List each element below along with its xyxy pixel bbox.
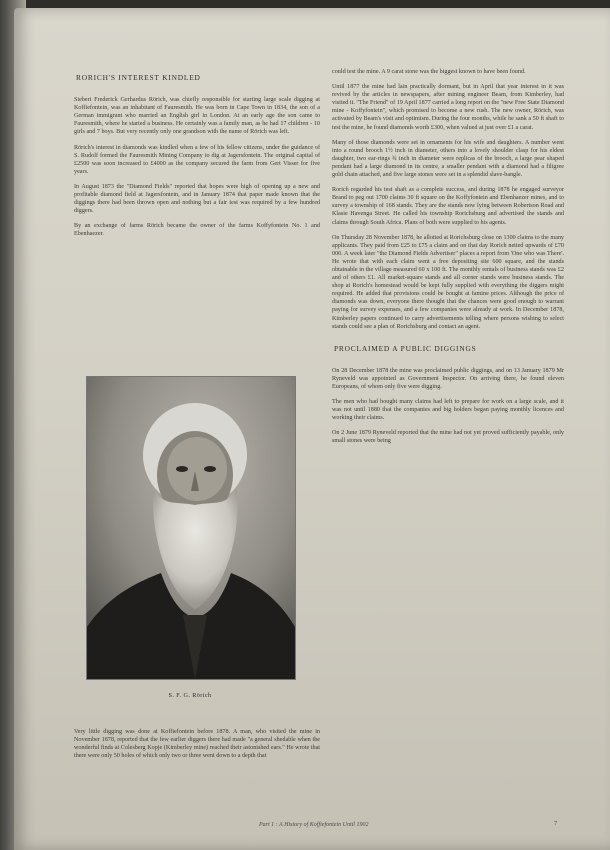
photo-caption: S. F. G. Rörich — [168, 692, 212, 699]
portrait-image — [87, 377, 295, 679]
paragraph: In August 1873 the "Diamond Fields" reported that hopes were high of opening up a new and profitable diamond field at Jagersfontein, and in January 1874 that paper made known that the diggings there had been thrown open and nothing but a fair test was required by a few hundred diggers. — [74, 183, 320, 215]
paragraph: Rorich regarded his test shaft as a complete success, and during 1878 he engaged surveyor Brand to peg out 1700 claims 30 ft square on the Koffyfontein and Ebenhaezer mines, and to survey a township of 168 stands. They are the stands now lying between Robertson Road and Klasie Havenga Street. He called his township Rorichsburg and advertised the stands and claims through South Africa. Plans of both were supplied to his agents. — [332, 187, 564, 226]
paragraph: By an exchange of farms Rörich became the owner of the farms Koffyfontein No. 1 and Ebenhaezer. — [74, 223, 320, 238]
right-column — [332, 68, 564, 453]
paragraph: Rörich's interest in diamonds was kindled when a few of his fellow citizens, under the guidance of S. Rudolf formed the Fauresmith Mining Company to dig at Jagersfontein. The original capital of £2500 was soon increased to £4000 as the company secured the farm from Gert Visser for five years. — [74, 144, 320, 175]
paragraph: could test the mine. A 9 carat stone was the biggest known to have been found. — [332, 69, 526, 75]
paragraph: Until 1877 the mine had lain practically dormant, but in April that year interest in it was revived by the articles in newspapers, after mining engineer Beam, from Kimberley, had visited it. "The Friend" of 19 April 1877 carried a long report on the "new Free State Diamond mine - Koffyfontein", which promised to become a new rush. The new owner, Rörich, was activated by Beam's visit and optimism. During the four months, while he sank a 50 ft shaft to test the mine, he found diamonds worth £300, when valued at just over £1 a carat. — [332, 84, 564, 131]
left-column — [74, 74, 320, 246]
section-heading-proclaimed: PROCLAIMED A PUBLIC DIGGINGS — [334, 343, 477, 353]
left-bottom-paragraph: Very little digging was done at Koffiefontein before 1878. A man, who visited the mine in November 1878, reported that the few earlier diggers there had made "a general shedable when the wonderful finds at Colesberg Kopje (Kimberley mine) reached their astonished ears." He wrote that there were only 50 holes of which only two or three went down to a depth that — [74, 729, 320, 760]
paragraph: On 28 December 1878 the mine was proclaimed public diggings, and on 13 January 1879 Mr Ryneveld was appointed as Government Inspector. On arriving there, he found eleven Europeans, of whom only five were digging. — [332, 367, 564, 390]
paragraph: Many of those diamonds were set in ornaments for his wife and daughters. A number went into a round brooch 1½ inch in diameter, others into a lovely shoulder clasp for his eldest daughter, two ear-rings ¾ inch in diameter were replicas of the brooch, a large pear shaped pendant had a large diamond in its centre, a smaller pendant with a diamond had a filigree gold chain attached, and five large stones were set in a splendid slave-bangle. — [332, 139, 564, 179]
paragraph: On 2 June 1879 Ryneveld reported that the mine had not yet proved sufficiently payable, only small stones were being — [332, 430, 564, 445]
paragraph: The men who had bought many claims had left to prepare for work on a large scale, and it was not until 1880 that the companies and big holders began paying monthly licences and working their claims. — [332, 399, 564, 422]
book-page — [14, 8, 610, 850]
portrait-photo — [86, 376, 296, 680]
paragraph: On Thursday 28 November 1878, he allotted at Rorichsburg close on 1300 claims to the many applicants. They paid from £25 to £75 a claim and on that day Rorich netted upwards of £70 000. A week later "the Diamond Fields Advertiser" places a report from 'One who was There'. He wrote that with each claim went a free depositing site 600 square, and the stands obtainable in the village measured 60 x 100 ft. The monthly rentals of business stands was £2 and of others £1. All market-square stands and all corner stands were business stands. The shop at Rorich's homestead would be kept fully supplied with everything the diggers might required. He added that provisions could be bought at famine prices. Although the price of diamonds was down, everyone there thought that the chances were good enough to warrant paying for survey expenses, and a few companies were already at work. In December 1878, Kimberley papers continued to carry advertisements telling where persons wishing to select stands could see a plan of Rorichsburg and contact an agent. — [332, 234, 564, 330]
section-heading-rorich: RORICH'S INTEREST KINDLED — [76, 73, 201, 82]
paragraph: Siebert Frederick Gerhardus Rörich, was chiefly responsible for starting large scale digging at Koffiefontein, was an inhabitant of Fauresmith. He was born in Cape Town in 1834, the son of a German immigrant who married an English girl in London. At an early age the son came to Fauresmith, where he started a business. He certainly was a family man, as he had 17 children - 10 girls and 7 boys. But very recently only one grandson with the name of Rörich was left. — [74, 97, 320, 136]
page-number: 7 — [554, 820, 558, 827]
page-footer: Part 1 : A History of Koffiefontein Until 1902 — [259, 822, 369, 828]
